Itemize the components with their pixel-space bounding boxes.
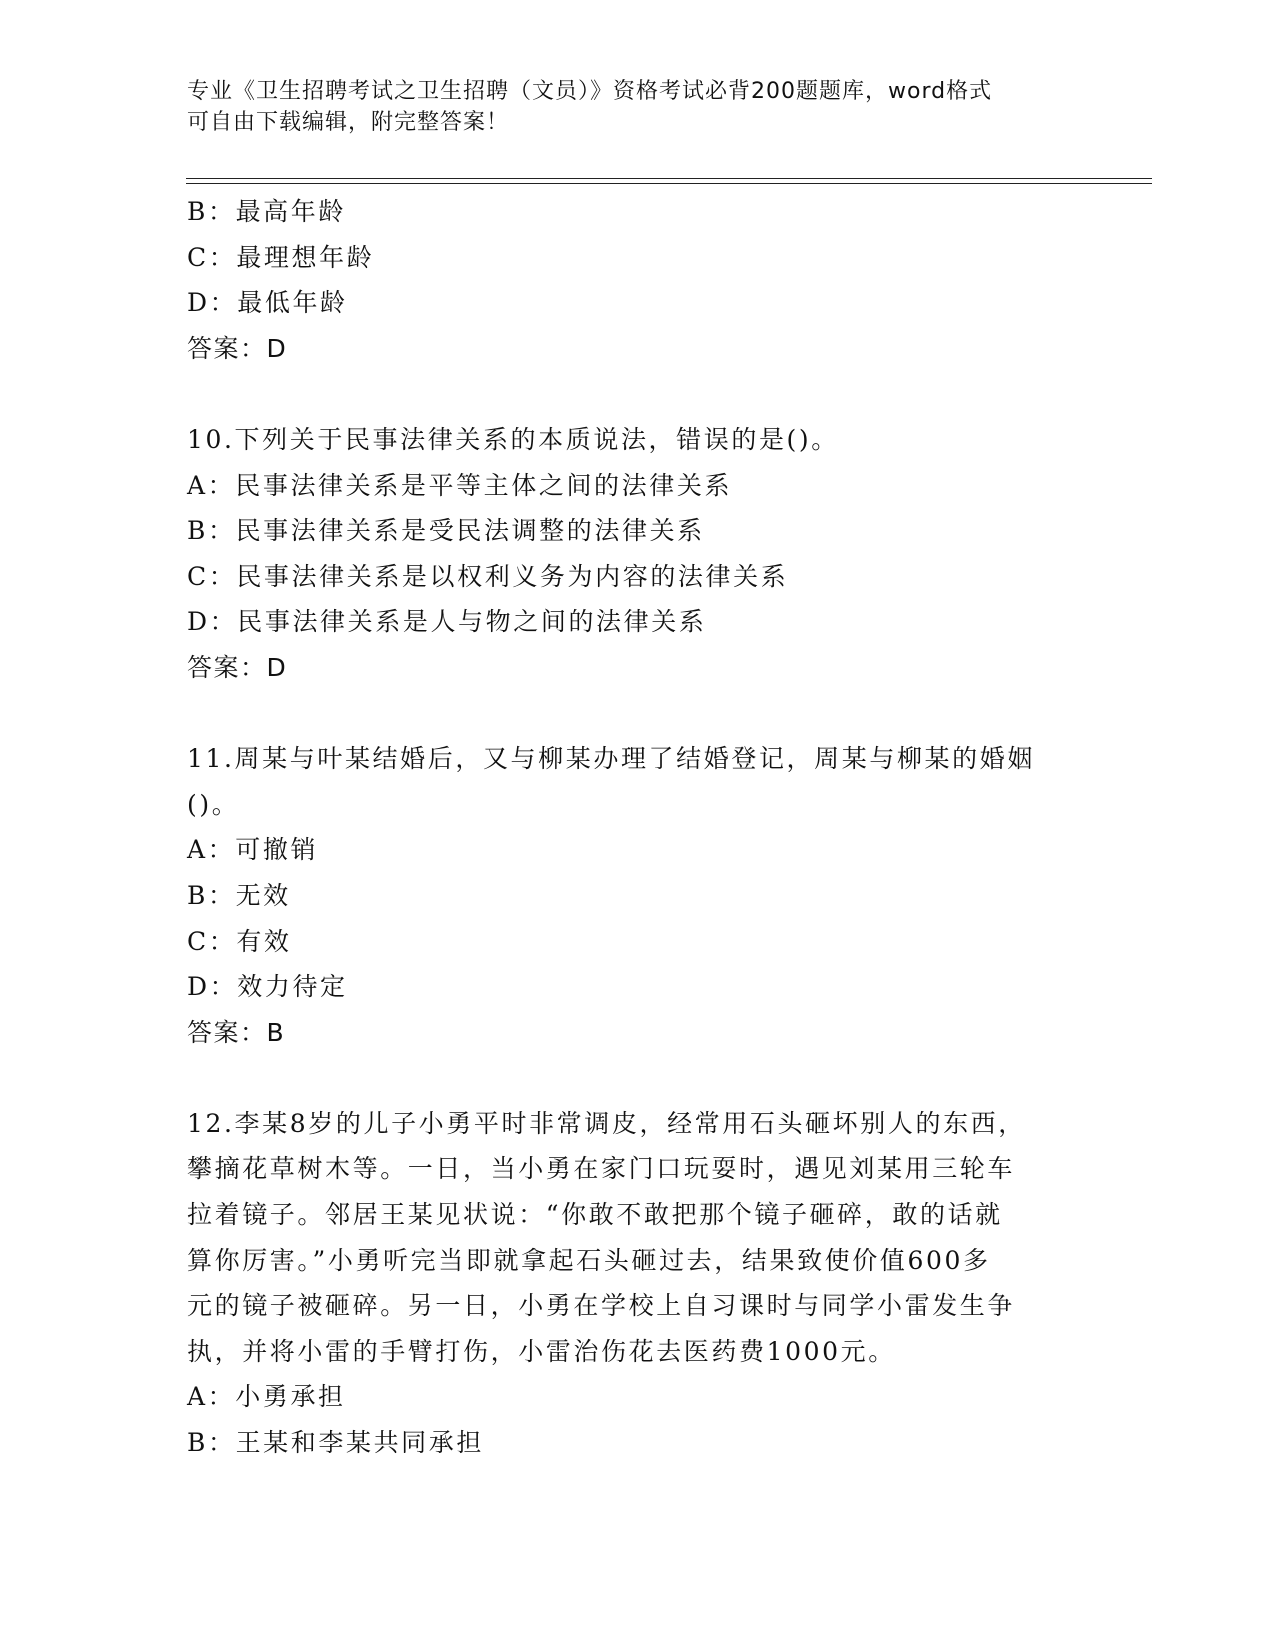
question-stem-line-2: ()。 xyxy=(187,789,240,819)
option-a: A：小勇承担 xyxy=(187,1382,346,1412)
header-divider-top xyxy=(186,178,1152,179)
question-stem-line-6: 执，并将小雷的手臂打伤，小雷治伤花去医药费1000元。 xyxy=(187,1336,896,1366)
question-9-continued xyxy=(187,189,1087,371)
option-d: D：最低年龄 xyxy=(187,288,348,318)
question-stem: 10.下列关于民事法律关系的本质说法，错误的是()。 xyxy=(187,424,839,454)
question-11 xyxy=(187,736,1087,1055)
question-stem-line-5: 元的镜子被砸碎。另一日，小勇在学校上自习课时与同学小雷发生争 xyxy=(187,1291,1016,1321)
spacer xyxy=(187,1055,1087,1101)
option-c: C：有效 xyxy=(187,926,292,956)
option-a: A：可撤销 xyxy=(187,835,319,865)
spacer xyxy=(187,371,1087,417)
question-list xyxy=(187,189,1087,1466)
option-d: D：民事法律关系是人与物之间的法律关系 xyxy=(187,607,707,637)
question-10 xyxy=(187,417,1087,691)
question-12 xyxy=(187,1101,1087,1466)
header-divider-bottom xyxy=(186,183,1152,184)
option-b: B：最高年龄 xyxy=(187,197,346,226)
option-c: C：最理想年龄 xyxy=(187,242,375,272)
option-d: D：效力待定 xyxy=(187,972,348,1002)
answer-line: 答案：B xyxy=(187,1017,286,1047)
question-stem-line-1: 11.周某与叶某结婚后，又与柳某办理了结婚登记，周某与柳某的婚姻 xyxy=(187,744,1035,774)
question-stem-line-4: 算你厉害。”小勇听完当即就拿起石头砸过去，结果致使价值600多 xyxy=(187,1245,991,1275)
option-b: B：民事法律关系是受民法调整的法律关系 xyxy=(187,516,705,546)
header-title-line-2: 可自由下载编辑，附完整答案！ xyxy=(187,110,510,135)
question-stem-line-2: 攀摘花草树木等。一日，当小勇在家门口玩耍时，遇见刘某用三轮车 xyxy=(187,1154,1016,1184)
question-stem-line-1: 12.李某8岁的儿子小勇平时非常调皮，经常用石头砸坏别人的东西， xyxy=(187,1108,1026,1138)
document-header xyxy=(187,76,1067,138)
question-stem-line-3: 拉着镜子。邻居王某见状说：“你敢不敢把那个镜子砸碎，敢的话就 xyxy=(187,1200,1003,1230)
option-a: A：民事法律关系是平等主体之间的法律关系 xyxy=(187,470,733,500)
option-b: B：无效 xyxy=(187,880,291,910)
option-b: B：王某和李某共同承担 xyxy=(187,1428,484,1458)
option-c: C：民事法律关系是以权利义务为内容的法律关系 xyxy=(187,561,789,591)
answer-line: 答案：D xyxy=(187,652,288,682)
answer-line: 答案：D xyxy=(187,333,288,363)
header-title-line-1: 专业《卫生招聘考试之卫生招聘（文员）》资格考试必背200题题库，word格式 xyxy=(187,79,993,104)
spacer xyxy=(187,691,1087,737)
